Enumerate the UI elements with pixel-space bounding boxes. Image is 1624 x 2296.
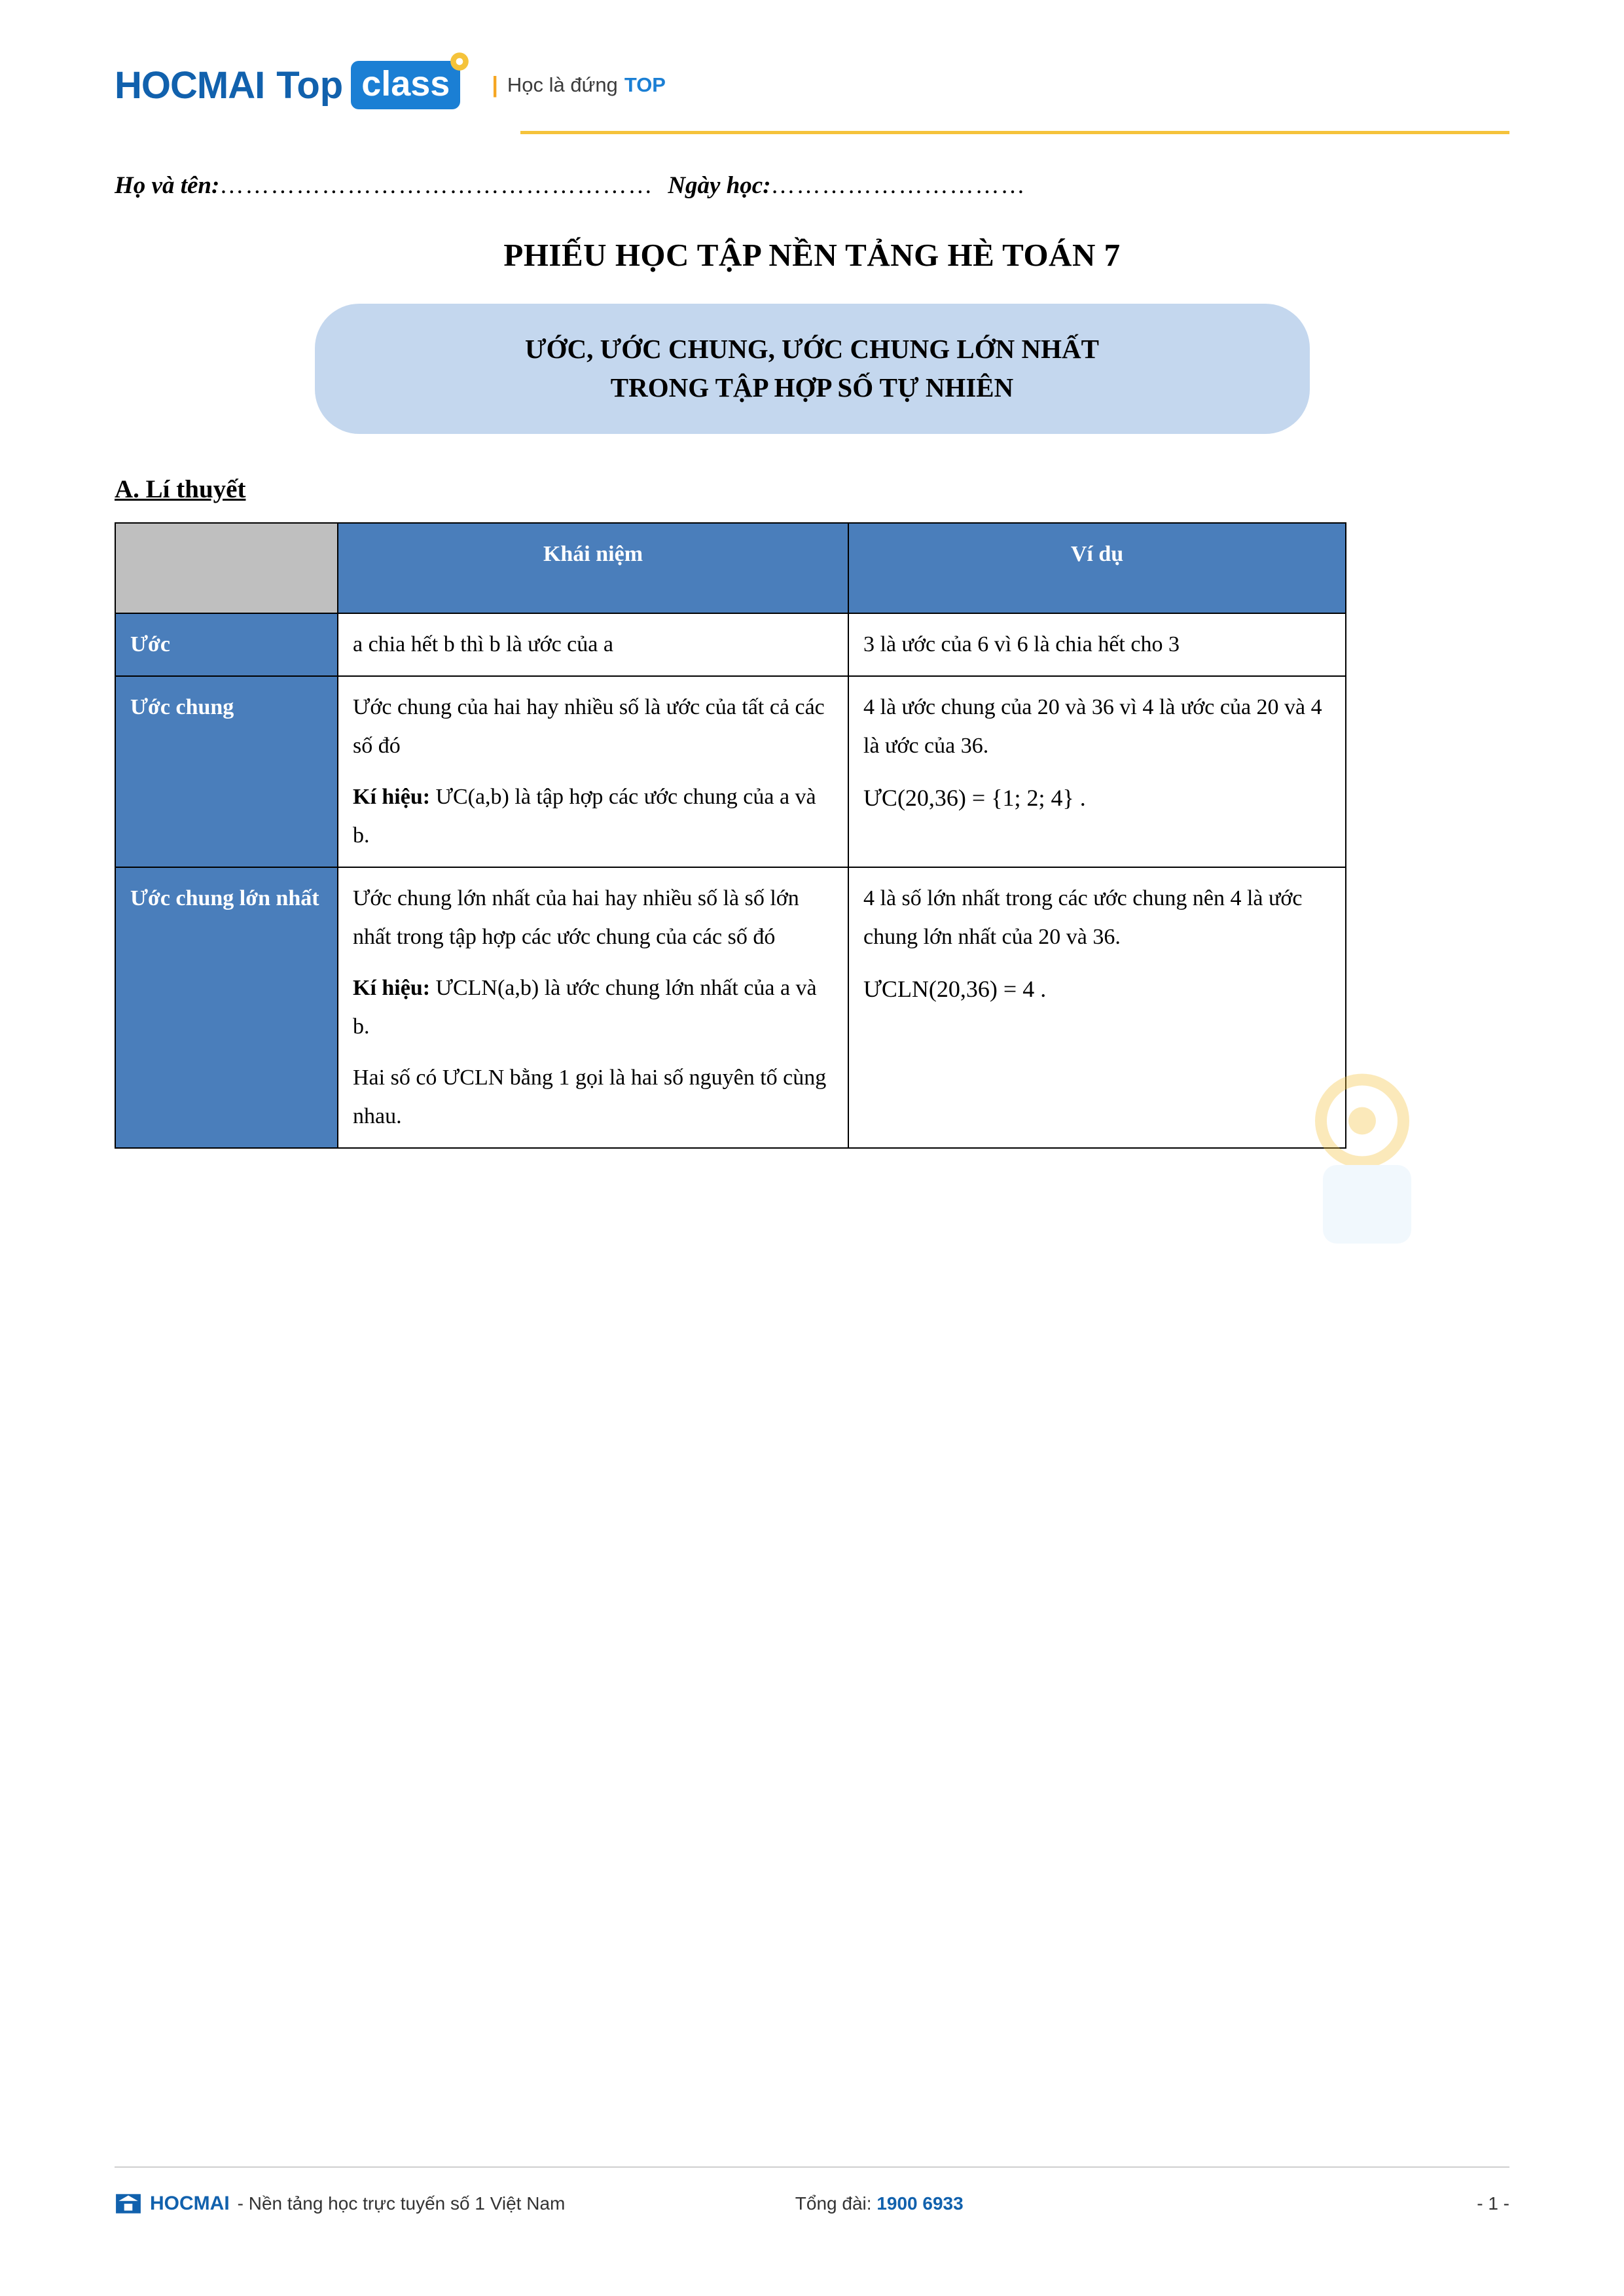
- row-example-uoc: [848, 613, 1346, 676]
- example-text: 4 là số lớn nhất trong các ước chung nên 4 là ước chung lớn nhất của 20 và 36.: [863, 886, 1303, 949]
- logo-class-badge: [351, 61, 460, 109]
- row-concept-uoc: [338, 613, 848, 676]
- table-corner-cell: [115, 523, 338, 613]
- header-divider-rule: [520, 131, 1509, 134]
- tagline-text: Học là đứng: [507, 73, 618, 96]
- concept-extra: Hai số có ƯCLN bằng 1 gọi là hai số nguyên tố cùng nhau.: [353, 1066, 827, 1128]
- example-text: 3 là ước của 6 vì 6 là chia hết cho 3: [863, 632, 1180, 656]
- footer-brand: HOCMAI: [150, 2193, 230, 2214]
- example-formula: ƯC(20,36) = {1; 2; 4} .: [863, 785, 1086, 812]
- footer-tagline: - Nền tảng học trực tuyến số 1 Việt Nam: [237, 2193, 566, 2214]
- page-footer: [115, 2190, 1509, 2217]
- example-text: 4 là ước chung của 20 và 36 vì 4 là ước của 20 và 4 là ước của 36.: [863, 695, 1322, 758]
- concept-text: Ước chung của hai hay nhiều số là ước của tất cả các số đó: [353, 695, 825, 758]
- fullname-blank[interactable]: ……………………………………………: [219, 172, 654, 199]
- footer-brand-block: [115, 2190, 565, 2217]
- table-row: [115, 676, 1346, 867]
- header-tagline: [492, 73, 666, 98]
- footer-hotline: [795, 2193, 964, 2214]
- notation-text: ƯC(a,b) là tập hợp các ước chung của a và b.: [353, 785, 816, 848]
- page-title: PHIẾU HỌC TẬP NỀN TẢNG HÈ TOÁN 7: [503, 237, 1121, 273]
- gear-icon: [448, 50, 471, 73]
- tagline-highlight: TOP: [624, 73, 666, 96]
- table-header-row: [115, 523, 1346, 613]
- table-row: [115, 613, 1346, 676]
- concept-notation: [353, 969, 833, 1046]
- section-heading-theory: A. Lí thuyết: [115, 475, 246, 503]
- row-concept-uoc-chung: [338, 676, 848, 867]
- student-info-line: [115, 171, 1509, 200]
- table-header-example: Ví dụ: [848, 523, 1346, 613]
- table-row: [115, 867, 1346, 1148]
- table-header-concept: Khái niệm: [338, 523, 848, 613]
- date-blank[interactable]: …………………………: [770, 172, 1026, 199]
- concept-text: Ước chung lớn nhất của hai hay nhiều số là số lớn nhất trong tập hợp các ước chung của các số đó: [353, 886, 799, 949]
- notation-label: Kí hiệu:: [353, 785, 431, 810]
- row-example-uoc-chung: [848, 676, 1346, 867]
- lesson-title-line1: ƯỚC, ƯỚC CHUNG, ƯỚC CHUNG LỚN NHẤT: [525, 334, 1099, 364]
- hotline-label: Tổng đài:: [795, 2193, 872, 2214]
- row-label-ucln: Ước chung lớn nhất: [115, 867, 338, 1148]
- lesson-title-line2: TRONG TẬP HỢP SỐ TỰ NHIÊN: [610, 372, 1014, 403]
- theory-table: [115, 522, 1346, 1149]
- lesson-title-banner: [315, 304, 1310, 434]
- footer-page-number: - 1 -: [1477, 2193, 1509, 2214]
- logo-hocmai-text: HOCMAI: [115, 63, 265, 107]
- label-date: Ngày học:: [668, 172, 771, 199]
- notation-text: ƯCLN(a,b) là ước chung lớn nhất của a và b.: [353, 976, 817, 1039]
- label-fullname: Họ và tên:: [115, 172, 220, 199]
- tagline-divider: |: [492, 72, 498, 98]
- hotline-number: 1900 6933: [876, 2193, 964, 2214]
- hocmai-mark-icon: [115, 2190, 142, 2217]
- logo-class-text: class: [361, 64, 450, 103]
- concept-text: a chia hết b thì b là ước của a: [353, 632, 613, 656]
- row-example-ucln: [848, 867, 1346, 1148]
- logo-top-text: Top: [276, 63, 344, 107]
- notation-label: Kí hiệu:: [353, 976, 431, 1001]
- row-label-uoc-chung: Ước chung: [115, 676, 338, 867]
- row-concept-ucln: [338, 867, 848, 1148]
- footer-divider-rule: [115, 2166, 1509, 2168]
- row-label-uoc: Ước: [115, 613, 338, 676]
- example-formula: ƯCLN(20,36) = 4 .: [863, 976, 1047, 1003]
- page-header: [115, 0, 1509, 131]
- hocmai-topclass-logo: [115, 61, 460, 109]
- concept-notation: [353, 778, 833, 855]
